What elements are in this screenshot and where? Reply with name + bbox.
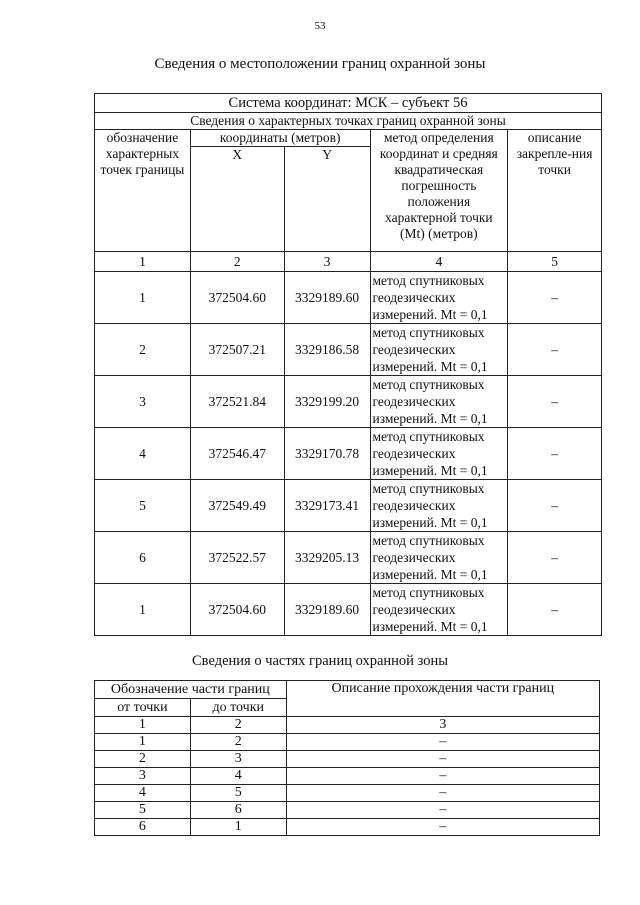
part-description-cell: – [286, 734, 599, 751]
header-to-point: до точки [190, 699, 286, 717]
point-cell: 4 [95, 428, 191, 480]
method-cell: метод спутниковых геодезических измерений. Mt = 0,1 [370, 428, 508, 480]
table-row [95, 324, 602, 376]
header-y: Y [284, 147, 370, 252]
y-cell: 3329189.60 [284, 272, 370, 324]
column-number: 1 [95, 252, 191, 272]
to-cell: 2 [190, 734, 286, 751]
table-row [95, 751, 600, 768]
x-cell: 372549.49 [190, 480, 284, 532]
y-cell: 3329189.60 [284, 584, 370, 636]
to-cell: 3 [190, 751, 286, 768]
header-part-description: Описание прохождения части границ [286, 681, 599, 717]
point-cell: 2 [95, 324, 191, 376]
method-cell: метод спутниковых геодезических измерений. Mt = 0,1 [370, 376, 508, 428]
table-row [95, 768, 600, 785]
description-cell: – [508, 480, 602, 532]
table-row [95, 480, 602, 532]
from-cell: 4 [95, 785, 191, 802]
description-cell: – [508, 428, 602, 480]
x-cell: 372504.60 [190, 584, 284, 636]
part-description-cell: – [286, 768, 599, 785]
to-cell: 6 [190, 802, 286, 819]
table-row [95, 785, 600, 802]
header-description: описание закрепле-ния точки [508, 130, 602, 252]
header-designation: обозначение характерных точек границы [95, 130, 191, 252]
section1-title: Сведения о местоположении границ охранной зоны [154, 56, 486, 72]
from-cell: 2 [95, 751, 191, 768]
table-row [95, 376, 602, 428]
part-description-cell: – [286, 785, 599, 802]
point-cell: 3 [95, 376, 191, 428]
to-cell: 4 [190, 768, 286, 785]
table-row [95, 272, 602, 324]
point-cell: 5 [95, 480, 191, 532]
y-cell: 3329173.41 [284, 480, 370, 532]
table-row [95, 734, 600, 751]
coordinate-system-cell: Система координат: МСК – субъект 56 [95, 94, 602, 113]
from-cell: 3 [95, 768, 191, 785]
part-description-cell: – [286, 802, 599, 819]
column-number: 3 [286, 717, 599, 734]
description-cell: – [508, 272, 602, 324]
point-cell: 1 [95, 584, 191, 636]
header-x: X [190, 147, 284, 252]
table-row [95, 584, 602, 636]
section2-title: Сведения о частях границ охранной зоны [192, 653, 448, 669]
method-cell: метод спутниковых геодезических измерений. Mt = 0,1 [370, 324, 508, 376]
boundary-points-table [94, 93, 602, 636]
page-number: 53 [314, 20, 326, 32]
method-cell: метод спутниковых геодезических измерений. Mt = 0,1 [370, 584, 508, 636]
header-method: метод определения координат и средняя квадратическая погрешность положения характерной точки (Mt) (метров) [370, 130, 508, 252]
part-description-cell: – [286, 751, 599, 768]
point-cell: 6 [95, 532, 191, 584]
table-row [95, 819, 600, 836]
y-cell: 3329186.58 [284, 324, 370, 376]
table-row [95, 802, 600, 819]
y-cell: 3329205.13 [284, 532, 370, 584]
method-cell: метод спутниковых геодезических измерений. Mt = 0,1 [370, 272, 508, 324]
from-cell: 1 [95, 734, 191, 751]
x-cell: 372521.84 [190, 376, 284, 428]
x-cell: 372507.21 [190, 324, 284, 376]
header-part-designation: Обозначение части границ [95, 681, 287, 699]
header-coordinates: координаты (метров) [190, 130, 370, 147]
from-cell: 6 [95, 819, 191, 836]
header-from-point: от точки [95, 699, 191, 717]
table-row [95, 532, 602, 584]
y-cell: 3329170.78 [284, 428, 370, 480]
description-cell: – [508, 532, 602, 584]
method-cell: метод спутниковых геодезических измерений. Mt = 0,1 [370, 480, 508, 532]
column-number: 5 [508, 252, 602, 272]
y-cell: 3329199.20 [284, 376, 370, 428]
to-cell: 1 [190, 819, 286, 836]
table-row [95, 428, 602, 480]
table-subtitle-cell: Сведения о характерных точках границ охранной зоны [95, 113, 602, 130]
x-cell: 372504.60 [190, 272, 284, 324]
to-cell: 5 [190, 785, 286, 802]
method-cell: метод спутниковых геодезических измерений. Mt = 0,1 [370, 532, 508, 584]
column-number: 1 [95, 717, 191, 734]
column-number: 2 [190, 717, 286, 734]
boundary-parts-table [94, 680, 600, 836]
description-cell: – [508, 584, 602, 636]
x-cell: 372522.57 [190, 532, 284, 584]
part-description-cell: – [286, 819, 599, 836]
description-cell: – [508, 376, 602, 428]
point-cell: 1 [95, 272, 191, 324]
description-cell: – [508, 324, 602, 376]
from-cell: 5 [95, 802, 191, 819]
column-number: 4 [370, 252, 508, 272]
x-cell: 372546.47 [190, 428, 284, 480]
column-number: 3 [284, 252, 370, 272]
column-number: 2 [190, 252, 284, 272]
